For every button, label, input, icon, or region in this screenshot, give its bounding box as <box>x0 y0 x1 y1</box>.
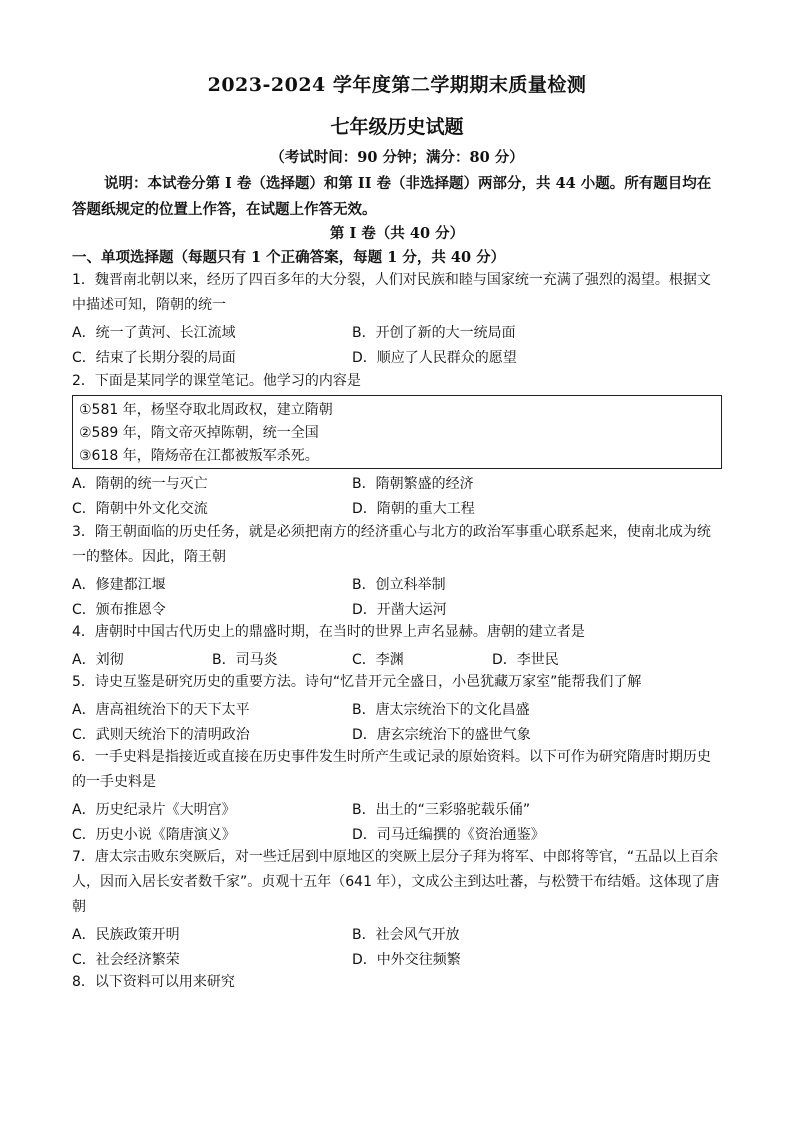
option-b[interactable]: B．出土的“三彩骆驼载乐俑” <box>352 802 531 818</box>
option-b[interactable]: B．开创了新的大一统局面 <box>352 325 516 341</box>
exam-title: 2023-2024 学年度第二学期期末质量检测 <box>207 74 587 96</box>
question-2-stem: 2．下面是某同学的课堂笔记。他学习的内容是 <box>72 373 361 389</box>
question-5-stem: 5．诗史互鉴是研究历史的重要方法。诗句“忆昔开元全盛日，小邑犹藏万家室”能帮我们了解 <box>72 674 642 690</box>
option-d[interactable]: D．隋朝的重大工程 <box>352 501 475 517</box>
option-b[interactable]: B．创立科举制 <box>352 577 446 593</box>
option-d[interactable]: D．中外交往频繁 <box>352 952 461 968</box>
volume-heading: 第 I 卷（共 40 分） <box>329 225 465 242</box>
option-d[interactable]: D．李世民 <box>492 652 559 668</box>
option-c[interactable]: C．武则天统治下的清明政治 <box>72 727 250 743</box>
option-a[interactable]: A．唐高祖统治下的天下太平 <box>72 702 250 718</box>
option-b[interactable]: B．社会风气开放 <box>352 927 460 943</box>
option-a[interactable]: A．修建都江堰 <box>72 577 166 593</box>
note-line: ②589 年，隋文帝灭掉陈朝，统一全国 <box>79 425 319 441</box>
option-d[interactable]: D．开凿大运河 <box>352 602 447 618</box>
question-3-stem: 3．隋王朝面临的历史任务，就是必须把南方的经济重心与北方的政治军事重心联系起来，使南北成为统一的整体。因此，隋王朝 <box>72 524 711 565</box>
option-b[interactable]: B．唐太宗统治下的文化昌盛 <box>352 702 530 718</box>
option-d[interactable]: D．唐玄宗统治下的盛世气象 <box>352 727 531 743</box>
question-1-stem: 1．魏晋南北朝以来，经历了四百多年的大分裂，人们对民族和睦与国家统一充满了强烈的渴望。根据文中描述可知，隋朝的统一 <box>72 272 711 313</box>
option-b[interactable]: B．司马炎 <box>212 652 278 668</box>
option-d[interactable]: D．顺应了人民群众的愿望 <box>352 350 517 366</box>
exam-info: （考试时间：90 分钟；满分：80 分） <box>270 149 524 166</box>
option-c[interactable]: C．社会经济繁荣 <box>72 952 180 968</box>
option-c[interactable]: C．颁布推恩令 <box>72 602 166 618</box>
question-6-stem: 6．一手史料是指接近或直接在历史事件发生时所产生或记录的原始资料。以下可作为研究隋唐时期历史的一手史料是 <box>72 749 711 790</box>
section-heading: 一、单项选择题（每题只有 1 个正确答案，每题 1 分，共 40 分） <box>72 249 506 266</box>
note-line: ①581 年，杨坚夺取北周政权，建立隋朝 <box>79 402 333 418</box>
exam-subtitle: 七年级历史试题 <box>330 116 464 138</box>
option-c[interactable]: C．结束了长期分裂的局面 <box>72 350 236 366</box>
option-c[interactable]: C．李渊 <box>352 652 404 668</box>
option-c[interactable]: C．历史小说《隋唐演义》 <box>72 827 236 843</box>
question-8-stem: 8．以下资料可以用来研究 <box>72 974 235 990</box>
exam-instructions: 说明：本试卷分第 I 卷（选择题）和第 II 卷（非选择题）两部分，共 44 小题。所有题目均在答题纸规定的位置上作答，在试题上作答无效。 <box>72 175 712 218</box>
option-b[interactable]: B．隋朝繁盛的经济 <box>352 476 474 492</box>
option-a[interactable]: A．民族政策开明 <box>72 927 180 943</box>
question-7-stem: 7．唐太宗击败东突厥后，对一些迁居到中原地区的突厥上层分子拜为将军、中郎将等官，“五品以上百余人，因而入居长安者数千家”。贞观十五年（641 年），文成公主到达吐蕃，与松赞干布结婚。这体现了唐朝 <box>72 849 720 915</box>
note-line: ③618 年，隋炀帝在江都被叛军杀死。 <box>79 448 319 464</box>
option-a[interactable]: A．刘彻 <box>72 652 124 668</box>
option-a[interactable]: A．隋朝的统一与灭亡 <box>72 476 208 492</box>
option-c[interactable]: C．隋朝中外文化交流 <box>72 501 208 517</box>
option-a[interactable]: A．统一了黄河、长江流域 <box>72 325 236 341</box>
option-a[interactable]: A．历史纪录片《大明宫》 <box>72 802 236 818</box>
class-notes-box <box>72 395 722 469</box>
option-d[interactable]: D．司马迁编撰的《资治通鉴》 <box>352 827 545 843</box>
question-4-stem: 4．唐朝时中国古代历史上的鼎盛时期，在当时的世界上声名显赫。唐朝的建立者是 <box>72 624 585 640</box>
